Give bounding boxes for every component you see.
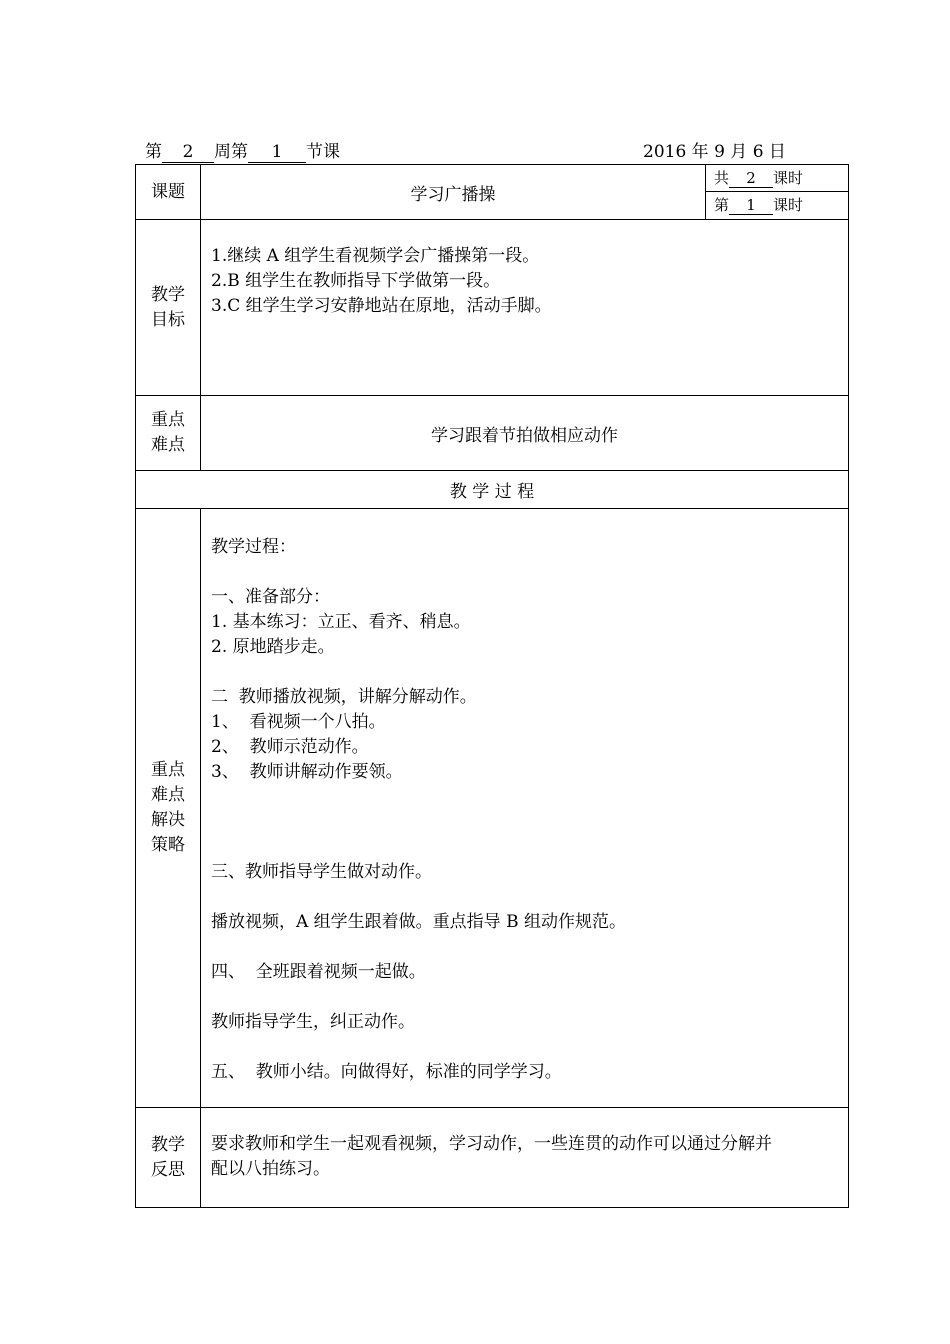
strategy-line: 教学过程：: [211, 537, 296, 557]
topic-label-cell: [135, 164, 201, 220]
strategy-line: [211, 785, 848, 810]
strategy-line: [211, 885, 848, 910]
strategy-line: 2、 教师示范动作。: [211, 737, 369, 757]
goal-line: 2.B 组学生在教师指导下学做第一段。: [211, 271, 501, 291]
strategy-line: 教师指导学生，纠正动作。: [211, 1012, 415, 1032]
reflection-line: 配以八拍练习。: [211, 1159, 330, 1179]
topic-value: 学习广播操: [410, 184, 496, 205]
reflection-content-cell: [200, 1107, 849, 1208]
keypoints-label: 重点难点: [151, 410, 185, 455]
strategy-line: 三、教师指导学生做对动作。: [211, 862, 432, 882]
strategy-line: [211, 985, 848, 1010]
goal-line: 1.继续 A 组学生看视频学会广播操第一段。: [211, 246, 540, 266]
reflection-line: 要求教师和学生一起观看视频，学习动作，一些连贯的动作可以通过分解并: [211, 1134, 772, 1154]
week-prefix: 第: [145, 142, 162, 162]
strategy-line: [211, 935, 848, 960]
current-period-value: 1: [729, 196, 773, 215]
total-periods-cell: [705, 164, 849, 192]
total-periods-value: 2: [729, 169, 773, 188]
reflection-label-cell: [135, 1107, 201, 1208]
week-number: 2: [162, 142, 214, 163]
strategy-line: [211, 810, 848, 835]
goals-label-cell: [135, 219, 201, 396]
strategy-line: 二 教师播放视频，讲解分解动作。: [211, 687, 477, 707]
strategy-line: [211, 835, 848, 860]
strategy-line: [211, 1035, 848, 1060]
lesson-date: 2016 年 9 月 6 日: [643, 142, 786, 162]
strategy-line: 播放视频，A 组学生跟着做。重点指导 B 组动作规范。: [211, 912, 626, 932]
strategy-line: 1、 看视频一个八拍。: [211, 712, 386, 732]
strategy-line: 1. 基本练习：立正、看齐、稍息。: [211, 612, 471, 632]
keypoints-label-cell: [135, 395, 201, 471]
process-header: 教 学 过 程: [449, 482, 535, 502]
strategy-content-cell: [200, 508, 849, 1108]
lesson-suffix: 节课: [306, 142, 340, 162]
week-mid: 周第: [214, 142, 248, 162]
week-lesson-info: [145, 139, 340, 165]
strategy-line: 五、 教师小结。向做得好，标准的同学学习。: [211, 1062, 562, 1082]
total-periods-suffix: 课时: [773, 169, 804, 187]
reflection-label: 教学反思: [151, 1134, 185, 1180]
goal-line: 3.C 组学生学习安静地站在原地，活动手脚。: [211, 296, 552, 316]
strategy-line: 一、准备部分：: [211, 587, 330, 607]
strategy-label: 重点难点解决策略: [151, 760, 185, 855]
strategy-line: [211, 660, 848, 685]
topic-label: 课题: [151, 181, 185, 202]
strategy-line: 3、 教师讲解动作要领。: [211, 762, 403, 782]
strategy-line: [211, 560, 848, 585]
lesson-header: [145, 139, 845, 165]
process-header-cell: [135, 470, 849, 509]
goals-content-cell: [200, 219, 849, 396]
total-periods-prefix: 共: [714, 169, 730, 187]
strategy-line: 2. 原地踏步走。: [211, 637, 335, 657]
current-period-cell: [705, 191, 849, 220]
keypoints-content-cell: [200, 395, 849, 471]
goals-label: 教学目标: [151, 284, 185, 330]
topic-value-cell: [200, 164, 706, 220]
keypoints-value: 学习跟着节拍做相应动作: [431, 425, 618, 446]
strategy-label-cell: [135, 508, 201, 1108]
strategy-line: 四、 全班跟着视频一起做。: [211, 962, 426, 982]
current-period-suffix: 课时: [773, 196, 804, 214]
lesson-number: 1: [248, 142, 306, 163]
current-period-prefix: 第: [714, 196, 730, 214]
